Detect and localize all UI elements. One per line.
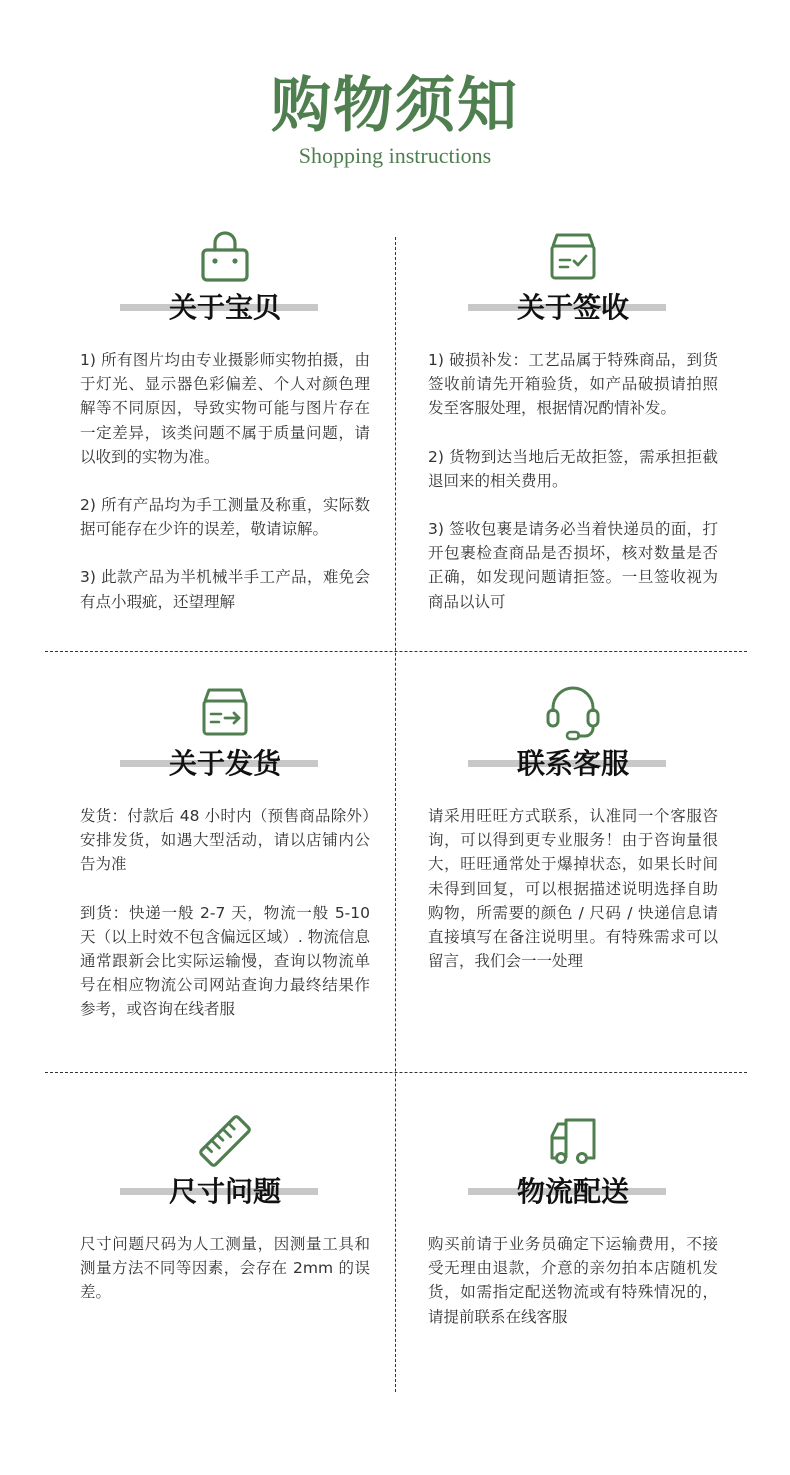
section-paragraph: 1) 所有图片均由专业摄影师实物拍摄，由于灯光、显示器色彩偏差、个人对颜色理解等不同原因，导致实物可能与图片存在一定差异，该类问题不属于质量问题，请以收到的实物为准。	[80, 351, 370, 466]
ruler-icon	[196, 1112, 254, 1170]
section-paragraph: 请采用旺旺方式联系，认准同一个客服咨询，可以得到更专业服务！由于咨询量很大，旺旺通常处于爆掉状态，如果长时间未得到回复，可以根据描述说明选择自助购物，所需要的颜色 / 尺码 / 快递信息请直接填写在备注说明里。有特殊需求可以留言，我们会一一处理	[428, 807, 718, 971]
section-paragraph: 发货：付款后 48 小时内（预售商品除外）安排发货，如遇大型活动，请以店铺内公告为准	[80, 807, 370, 874]
headset-icon	[543, 684, 603, 742]
page-header	[0, 70, 790, 170]
section-paragraph: 2) 所有产品均为手工测量及称重，实际数据可能存在少许的误差，敬请谅解。	[80, 496, 370, 539]
section-heading: 物流配送	[516, 1175, 629, 1208]
section-paragraph: 1) 破损补发：工艺品属于特殊商品，到货签收前请先开箱验货，如产品破损请拍照发至客服处理，根据情况酌情补发。	[428, 351, 718, 418]
shopping-basket-icon	[199, 228, 251, 284]
section-paragraph: 购买前请于业务员确定下运输费用，不接受无理由退款，介意的亲勿拍本店随机发货，如需指定配送物流或有特殊情况的，请提前联系在线客服	[428, 1235, 718, 1326]
section-heading: 联系客服	[516, 747, 629, 780]
package-check-icon	[547, 228, 599, 284]
section-paragraph: 3) 此款产品为半机械半手工产品，难免会有点小瑕疵，还望理解	[80, 568, 370, 611]
section-heading: 尺寸问题	[168, 1175, 281, 1208]
delivery-truck-icon	[544, 1112, 602, 1168]
vertical-divider	[395, 237, 396, 1392]
section-heading: 关于签收	[516, 291, 629, 324]
section-paragraph: 3) 签收包裹是请务必当着快递员的面，打开包裹检查商品是否损坏，核对数量是否正确，如发现问题请拒签。一旦签收视为商品以认可	[428, 520, 718, 611]
page-subtitle: Shopping instructions	[298, 143, 492, 168]
page-title: 购物须知	[271, 71, 519, 141]
section-heading: 关于发货	[168, 747, 281, 780]
section-paragraph: 尺寸问题尺码为人工测量，因测量工具和测量方法不同等因素，会存在 2mm 的误差。	[80, 1235, 370, 1302]
section-paragraph: 到货：快递一般 2-7 天，物流一般 5-10 天（以上时效不包含偏远区域）. 物流信息通常跟新会比实际运输慢，查询以物流单号在相应物流公司网站查询力最终结果作参考，或咨询在线者服	[80, 903, 370, 1019]
section-heading: 关于宝贝	[168, 291, 281, 324]
section-paragraph: 2) 货物到达当地后无故拒签，需承担拒截退回来的相关费用。	[428, 447, 718, 490]
horizontal-divider-2	[45, 1072, 747, 1073]
horizontal-divider-1	[45, 651, 747, 652]
package-ship-icon	[199, 684, 251, 740]
